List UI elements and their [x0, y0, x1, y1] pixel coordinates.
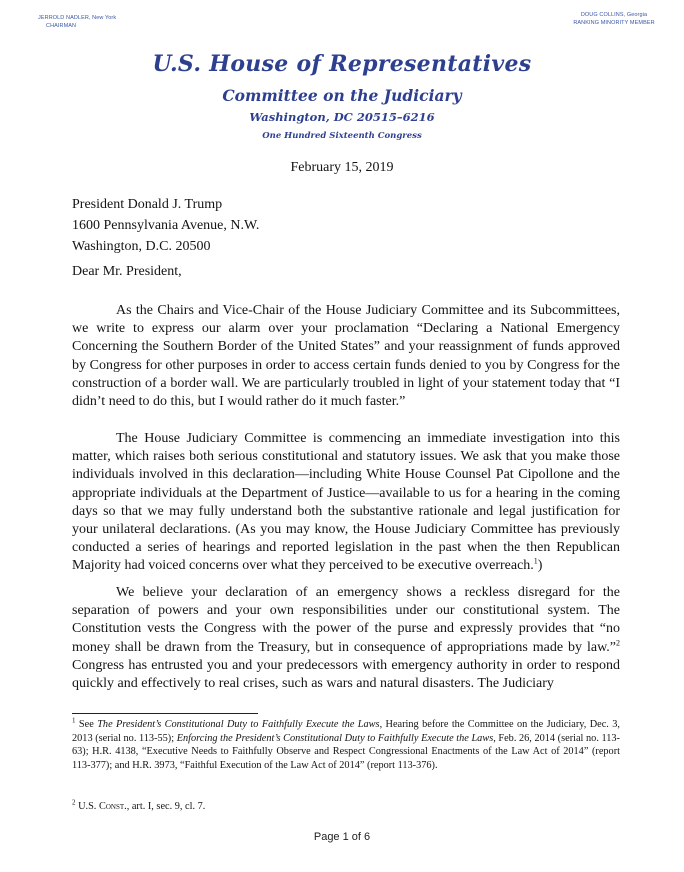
- footnote-divider: [72, 713, 258, 714]
- page-number: Page 1 of 6: [313, 831, 371, 843]
- paragraph-3: [72, 584, 620, 693]
- footnote-1-title-2: Enforcing the President’s Constitutional Duty to Faithfully Execute the Laws: [176, 732, 494, 744]
- footnote-2-number: 2: [72, 798, 76, 807]
- footnote-1-text-b: , Hearing before the Committee on the Judiciary, Dec. 3, 2013 (serial no. 113-55);: [72, 719, 621, 744]
- footnote-1-title-1: The President’s Constitutional Duty to Faithfully Execute the Laws: [97, 719, 380, 730]
- footnote-2: [72, 800, 620, 814]
- recipient-address: [72, 194, 259, 257]
- footnote-1-text-c: , Feb. 26, 2014 (serial no. 113-63); H.R. 4138, “Executive Needs to Faithfully Observe and Respect Congressional Enactments of the Law Act of 2014” (report 113-377); and H.R. 3973, “Faithful Execution of the Law Act of 2014” (report 113-376).: [72, 732, 620, 772]
- recipient-city: Washington, D.C. 20500: [72, 239, 211, 254]
- footnote-1: [72, 718, 620, 773]
- footnote-2-text-a: U.S.: [75, 801, 99, 812]
- paragraph-3-continued: Congress has entrusted you and your predecessors with emergency authority in order to respond quickly and effectively to real crises, such as wars and natural disasters. The Judiciary: [72, 657, 620, 692]
- chairman-title: CHAIRMAN: [46, 23, 77, 29]
- footnote-2-const: Const: [98, 801, 125, 812]
- footnote-2-text-b: ., art. I, sec. 9, cl. 7.: [124, 801, 206, 812]
- footnote-ref-1[interactable]: 1: [533, 556, 538, 566]
- salutation: Dear Mr. President,: [72, 264, 182, 279]
- footnote-ref-2[interactable]: 2: [616, 637, 620, 647]
- paragraph-2: [72, 430, 620, 576]
- paragraph-3-text: We believe your declaration of an emergency shows a reckless disregard for the separation of powers and your own responsibilities under our constitutional system. The Constitution vests the Congress with the power of the purse and expressly provides that “no money shall be drawn from the Treasury, but in consequence of appropriations made by law.”: [72, 585, 620, 655]
- paragraph-1-text: As the Chairs and Vice-Chair of the House Judiciary Committee and its Subcommittees, we write to express our alarm over your proclamation “Declaring a National Emergency Concerning the Southern Border of the United States” and your reassignment of funds approved by Congress for other purposes in order to access certain funds denied to you by Congress for the construction of a border wall. We are particularly troubled in light of your statement today that “I didn’t need to do this, but I would rather do it much faster.”: [72, 303, 620, 410]
- congress-number: One Hundred Sixteenth Congress: [262, 131, 422, 141]
- chairman-name: JERROLD NADLER, New York: [38, 15, 117, 21]
- recipient-name: President Donald J. Trump: [72, 197, 223, 212]
- footnote-1-see: See: [75, 719, 98, 730]
- committee-address: Washington, DC 20515–6216: [249, 110, 435, 124]
- paragraph-2-text: The House Judiciary Committee is commencing an immediate investigation into this matter, which raises both serious constitutional and statutory issues. We ask that you make those individuals involved in this declaration—including White House Counsel Pat Cipollone and the appropriate individuals at the Department of Justice—available to us for a hearing in the coming days so that we may fully understand both the substantive rationale and legal justification for your unilateral declarations. (As you may know, the House Judiciary Committee has previously conducted a series of hearings and reported legislation in the past when the then Republican Majority had voiced concerns over what they perceived to be executive overreach.: [72, 431, 620, 574]
- house-title: U.S. House of Representatives: [152, 51, 532, 77]
- footnote-1-number: 1: [72, 716, 76, 725]
- committee-name: Committee on the Judiciary: [222, 86, 462, 105]
- recipient-street: 1600 Pennsylvania Avenue, N.W.: [72, 218, 260, 233]
- ranking-member-name: DOUG COLLINS, Georgia: [580, 12, 648, 18]
- ranking-member-title: RANKING MINORITY MEMBER: [573, 20, 655, 26]
- paragraph-1: [72, 302, 620, 411]
- paragraph-2-close: ): [537, 558, 543, 574]
- letter-date: February 15, 2019: [290, 160, 394, 175]
